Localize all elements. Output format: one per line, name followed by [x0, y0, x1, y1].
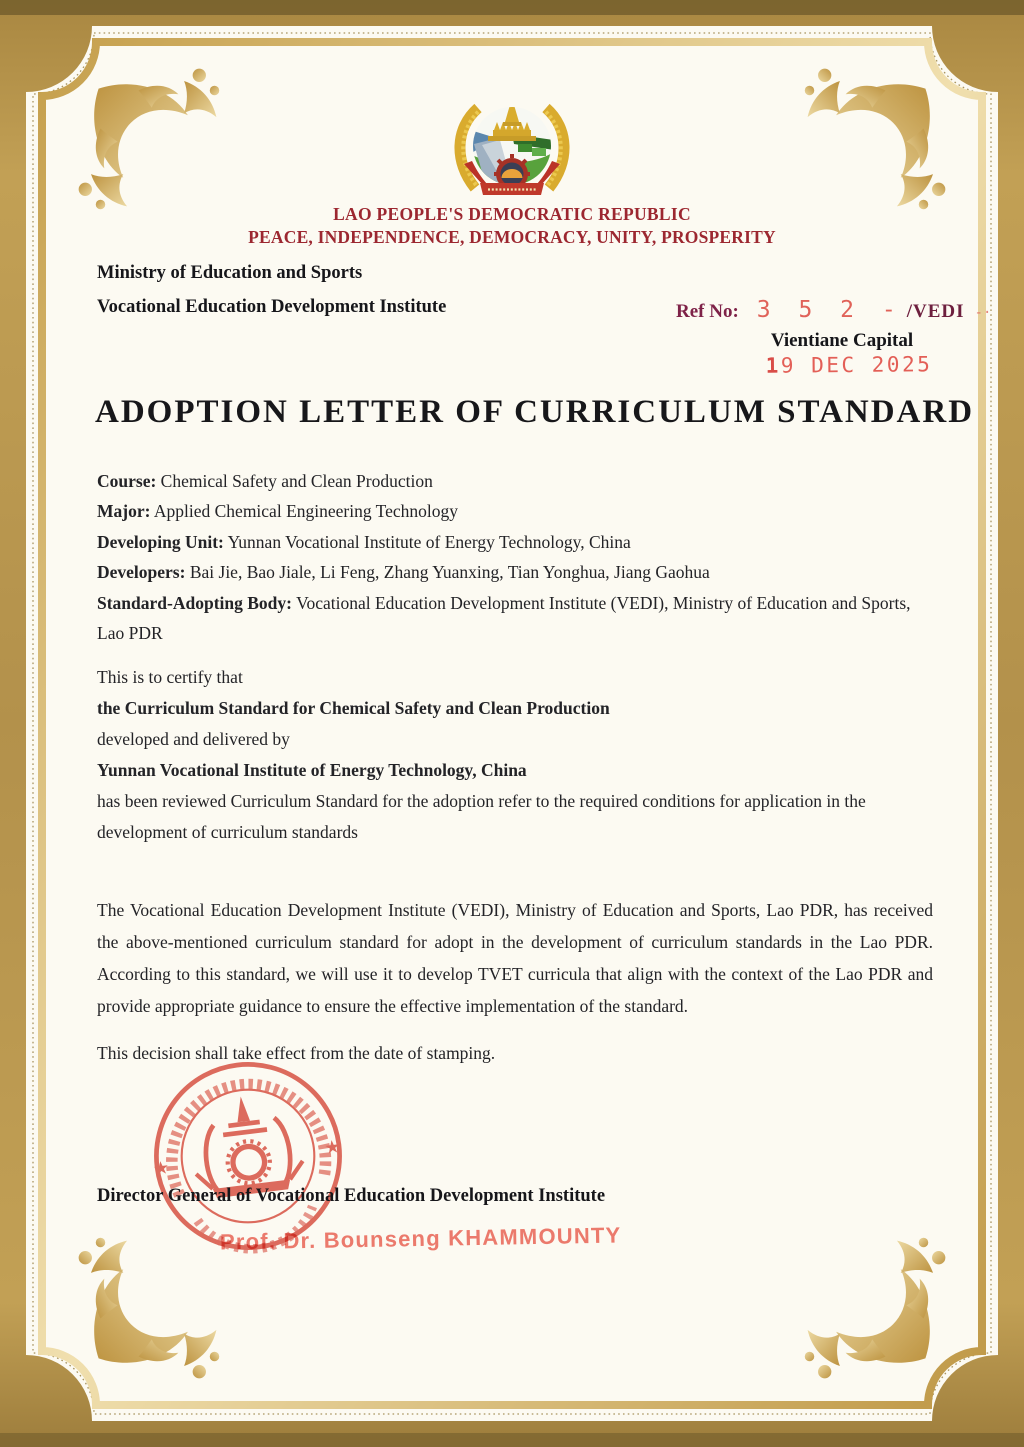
detail-row-course: Course: Chemical Safety and Clean Production [97, 471, 433, 491]
place-line: Vientiane Capital [770, 330, 914, 351]
ref-number-line [676, 297, 991, 323]
signature-name-stamp: Prof. Dr. Bounseng KHAMMOUNTY [219, 1222, 622, 1255]
certify-review-note: has been reviewed Curriculum Standard for the adoption refer to the required conditions for application in the development of curriculum standards [97, 791, 866, 842]
director-title-line: Director General of Vocational Education Development Institute [97, 1186, 606, 1206]
course-details [97, 466, 935, 648]
body-paragraph: The Vocational Education Development Institute (VEDI), Ministry of Education and Sports, Lao PDR, has received the above-mentioned curriculum standard for adopt in the development of curriculum standards in the Lao PDR. According to this standard, we will use it to develop TVET curricula that align with the context of the Lao PDR and provide appropriate guidance to ensure the effective implementation of the standard. [97, 900, 933, 1016]
date-stamp: 19 DEC 2025 [765, 352, 933, 378]
detail-row-adopting-body: Standard-Adopting Body: Vocational Education Development Institute (VEDI), Ministry of Education and Sports, Lao PDR [97, 592, 911, 644]
seal-star-left: ★ [151, 1157, 171, 1180]
ref-stamp-artifact: -· [974, 305, 992, 321]
ref-suffix: /VEDI [906, 301, 965, 322]
certificate-title: ADOPTION LETTER OF CURRICULUM STANDARD [95, 394, 975, 430]
detail-row-developing-unit: Developing Unit: Yunnan Vocational Institute of Energy Technology, China [97, 531, 631, 552]
certification-block [97, 662, 935, 848]
certify-intro: This is to certify that [97, 667, 243, 687]
decision-line: This decision shall take effect from the date of stamping. [97, 1043, 496, 1063]
motto-line: PEACE, INDEPENDENCE, DEMOCRACY, UNITY, PROSPERITY [248, 227, 776, 247]
seal-star-right: ★ [323, 1136, 342, 1159]
republic-line: LAO PEOPLE'S DEMOCRATIC REPUBLIC [333, 204, 691, 224]
ref-number-stamp: 3 5 2 - [756, 297, 903, 323]
ref-label: Ref No: [676, 301, 739, 322]
detail-row-developers: Developers: Bai Jie, Bao Jiale, Li Feng, Zhang Yuanxing, Tian Yonghua, Jiang Gaohua [97, 562, 710, 583]
ministry-name: Ministry of Education and Sports [97, 263, 363, 283]
certify-connector: developed and delivered by [97, 729, 290, 749]
certify-standard: the Curriculum Standard for Chemical Safety and Clean Production [97, 698, 610, 718]
detail-row-major: Major: Applied Chemical Engineering Technology [97, 501, 459, 522]
lao-national-emblem [452, 92, 572, 206]
certify-institution: Yunnan Vocational Institute of Energy Technology, China [97, 760, 527, 780]
institute-name: Vocational Education Development Institute [97, 297, 447, 317]
